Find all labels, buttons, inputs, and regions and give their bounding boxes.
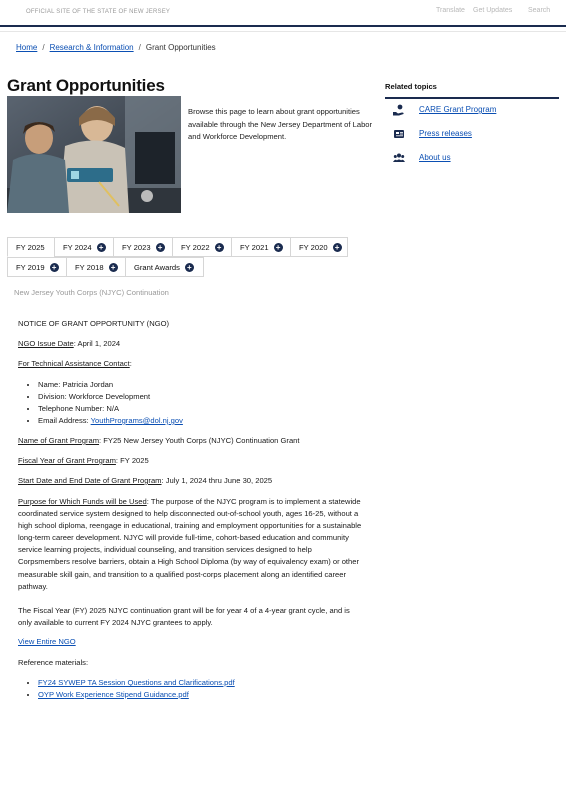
plus-icon: + [274, 243, 283, 252]
tab-fy2019[interactable]: FY 2019 + [7, 257, 67, 277]
related-topics [385, 82, 559, 99]
hand-user-icon [393, 104, 405, 116]
view-entire-ngo-link[interactable]: View Entire NGO [18, 637, 76, 646]
get-updates-link[interactable]: Get Updates [473, 7, 513, 14]
workshop-photo [7, 96, 181, 213]
view-ngo-row [18, 637, 363, 646]
breadcrumb-research-link[interactable]: Research & Information [49, 43, 134, 52]
ngo-notice: NOTICE OF GRANT OPPORTUNITY (NGO) [18, 319, 170, 328]
tab-fy2025[interactable]: FY 2025 [7, 237, 55, 257]
technical-contact-heading: For Technical Assistance Contact: [18, 359, 132, 368]
fiscal-note: The Fiscal Year (FY) 2025 NJYC continuation grant will be for year 4 of a 4-year grant cycle, and is only available to current FY 2024 NJYC grantees to apply. [18, 606, 350, 628]
reference-materials-label: Reference materials: [18, 658, 89, 667]
page-title: Grant Opportunities [7, 76, 165, 95]
breadcrumb-separator: / [42, 43, 45, 52]
related-item-care[interactable] [393, 103, 497, 117]
breadcrumb-home-link[interactable]: Home [16, 43, 38, 52]
plus-icon: + [333, 243, 342, 252]
panel-title: New Jersey Youth Corps (NJYC) Continuation [14, 288, 169, 297]
plus-icon: + [215, 243, 224, 252]
plus-icon: + [50, 263, 59, 272]
tab-fy2023[interactable]: FY 2023 + [113, 237, 173, 257]
tab-fy2024[interactable]: FY 2024 + [54, 237, 114, 257]
related-item-about[interactable] [393, 151, 451, 165]
breadcrumb-current: Grant Opportunities [145, 43, 216, 52]
tab-fy2021[interactable]: FY 2021 + [231, 237, 291, 257]
contact-division: • Division: Workforce Development [38, 391, 363, 403]
breadcrumb-separator: / [138, 43, 141, 52]
top-utility-bar [0, 0, 566, 27]
related-link-press[interactable]: Press releases [419, 129, 472, 138]
tab-fy2018[interactable]: FY 2018 + [66, 257, 126, 277]
purpose-paragraph: Purpose for Which Funds will be Used: The purpose of the NJYC program is to implement a statewide coordinated service system designed to help disconnected out-of-school youth, ages 16-25, without a high school diploma, reengage in educational, training and employment opportunities for a sustainable long-term career development. NJYC will provide full-time, cohort-based education and community service learning projects, individual counseling, and transition services designed to help Corpsmembers resolve barriers, obtain a High School Diploma (by way of equivalency exam) or other measurable skill gain, and transition to a qualified post-corps placement along an identified career pathway. [18, 497, 362, 591]
contact-phone: • Telephone Number: N/A [38, 403, 363, 415]
reference-list [18, 677, 363, 701]
program-dates: Start Date and End Date of Grant Program: July 1, 2024 thru June 30, 2025 [18, 476, 273, 485]
header-divider [0, 31, 566, 32]
contact-email-link[interactable]: YouthPrograms@dol.nj.gov [90, 416, 183, 425]
contact-email: • Email Address: YouthPrograms@dol.nj.gov [38, 415, 363, 427]
related-link-about[interactable]: About us [419, 153, 451, 162]
tab-grant-awards[interactable]: Grant Awards + [125, 257, 204, 277]
page-intro: Browse this page to learn about grant opportunities available through the New Jersey Department of Labor and Workforce Development. [188, 107, 373, 141]
newspaper-icon [393, 128, 405, 140]
users-icon [393, 152, 405, 164]
plus-icon: + [109, 263, 118, 272]
tab-fy2022[interactable]: FY 2022 + [172, 237, 232, 257]
search-link[interactable]: Search [528, 7, 551, 14]
reference-link-sywep[interactable]: FY24 SYWEP TA Session Questions and Clarifications.pdf [38, 678, 235, 687]
tab-fy2020[interactable]: FY 2020 + [290, 237, 348, 257]
official-site-label: OFFICIAL SITE OF THE STATE OF NEW JERSEY [26, 9, 171, 15]
hero-image [7, 96, 181, 213]
plus-icon: + [185, 263, 194, 272]
contact-list [18, 379, 363, 427]
plus-icon: + [97, 243, 106, 252]
breadcrumb [16, 43, 216, 52]
plus-icon: + [156, 243, 165, 252]
fiscal-year: Fiscal Year of Grant Program: FY 2025 [18, 456, 149, 465]
related-link-care[interactable]: CARE Grant Program [419, 105, 497, 114]
ngo-issue-date: NGO Issue Date: April 1, 2024 [18, 339, 121, 348]
related-item-press[interactable] [393, 127, 472, 141]
contact-name: • Name: Patricia Jordan [38, 379, 363, 391]
grant-program-name: Name of Grant Program: FY25 New Jersey Youth Corps (NJYC) Continuation Grant [18, 436, 300, 445]
reference-link-oyp[interactable]: OYP Work Experience Stipend Guidance.pdf [38, 690, 189, 699]
related-topics-title: Related topics [385, 82, 559, 99]
translate-link[interactable]: Translate [436, 7, 465, 14]
